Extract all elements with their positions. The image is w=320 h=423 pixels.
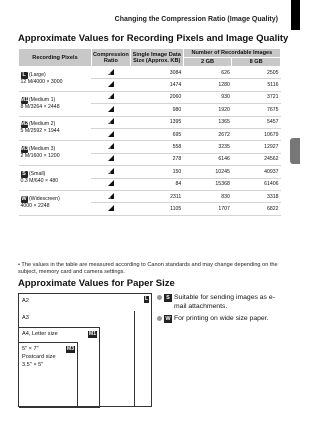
col-header-compression: Compression Ratio (92, 49, 131, 67)
large-icon: L (144, 296, 148, 302)
paper-box-postcard (19, 342, 78, 408)
table-row (19, 166, 281, 178)
paper-bullets (157, 293, 282, 326)
fine-icon (92, 153, 131, 165)
count-8gb-cell: 12927 (232, 141, 281, 153)
bullet-text-wide: For printing on wide size paper. (174, 315, 269, 322)
bullet-dot-icon (157, 295, 162, 300)
recording-pixels-cell (19, 116, 92, 141)
recording-pixels-cell (19, 67, 92, 92)
resolution-name: (Small) (28, 171, 46, 178)
resolution-name: (Medium 2) (28, 121, 56, 128)
superfine-icon (92, 141, 131, 153)
paper-size-diagram (18, 293, 152, 407)
count-8gb-cell: 24562 (232, 153, 281, 165)
resolution-icon: M2 (20, 121, 29, 128)
count-2gb-cell: 1707 (183, 203, 232, 215)
count-8gb-cell: 3721 (232, 91, 281, 103)
recording-pixels-cell (19, 190, 92, 215)
resolution-name: (Medium 3) (28, 146, 56, 153)
paper-label-postcard: Postcard size (22, 354, 56, 360)
table-row (19, 116, 281, 128)
col-header-2gb: 2 GB (183, 58, 232, 67)
count-2gb-cell: 6146 (183, 153, 232, 165)
col-header-pixels: Recording Pixels (19, 49, 92, 67)
superfine-icon (92, 67, 131, 79)
resolution-icon: M3 (20, 146, 29, 153)
recording-pixels-cell (19, 91, 92, 116)
medium1-icon: M1 (89, 331, 96, 337)
medium3-icon: M3 (67, 346, 74, 352)
resolution-size: 8 M/3264 × 2448 (20, 103, 60, 110)
count-8gb-cell: 10679 (232, 128, 281, 140)
chapter-side-tab (290, 138, 300, 164)
superfine-icon (92, 166, 131, 178)
single-size-cell: 2060 (130, 91, 183, 103)
count-8gb-cell: 7675 (232, 104, 281, 116)
resolution-name: (Widescreen) (28, 195, 60, 202)
count-8gb-cell: 5116 (232, 79, 281, 91)
count-2gb-cell: 3235 (183, 141, 232, 153)
resolution-icon: S (22, 171, 26, 178)
resolution-icon: W (21, 195, 27, 202)
single-size-cell: 2311 (130, 190, 183, 202)
count-2gb-cell: 930 (183, 91, 232, 103)
count-2gb-cell: 15368 (183, 178, 232, 190)
fine-icon (92, 178, 131, 190)
table-row (19, 190, 281, 202)
table-row (19, 67, 281, 79)
resolution-name: (Medium 1) (28, 96, 56, 103)
paper-label-5x7: 5" × 7" (22, 346, 39, 352)
single-size-cell: 695 (130, 128, 183, 140)
count-8gb-cell: 2505 (232, 67, 281, 79)
resolution-size: 5 M/2592 × 1944 (20, 128, 60, 135)
fine-icon (92, 203, 131, 215)
count-8gb-cell: 61406 (232, 178, 281, 190)
paper-label-a2: A2 (22, 298, 29, 304)
page-header-title: Changing the Compression Ratio (Image Quality) (114, 16, 278, 23)
table-note: • The values in the table are measured according to Canon standards and may change depending on the subject, memory card and camera settings. (18, 262, 278, 276)
col-header-number: Number of Recordable Images (183, 49, 280, 58)
bullet-dot-icon (157, 316, 162, 321)
count-2gb-cell: 626 (183, 67, 232, 79)
fine-icon (92, 104, 131, 116)
paper-label-a3: A3 (22, 315, 29, 321)
paper-label-a4: A4, Letter size (22, 331, 58, 337)
count-2gb-cell: 830 (183, 190, 232, 202)
single-size-cell: 84 (130, 178, 183, 190)
recording-pixels-cell (19, 141, 92, 166)
section-title-paper: Approximate Values for Paper Size (18, 278, 175, 289)
bullet-small (157, 293, 282, 311)
superfine-icon (92, 116, 131, 128)
table-row (19, 91, 281, 103)
count-8gb-cell: 3318 (232, 190, 281, 202)
section-title-recording: Approximate Values for Recording Pixels and Image Quality (18, 33, 289, 44)
paper-label-3x5: 3.5" × 5" (22, 362, 44, 368)
col-header-single-size: Single Image Data Size (Approx. KB) (130, 49, 183, 67)
small-icon: S (164, 294, 172, 302)
fine-icon (92, 128, 131, 140)
page-edge-tab (291, 0, 300, 30)
count-2gb-cell: 10245 (183, 166, 232, 178)
single-size-cell: 980 (130, 104, 183, 116)
fine-icon (92, 79, 131, 91)
count-2gb-cell: 1280 (183, 79, 232, 91)
count-8gb-cell: 5457 (232, 116, 281, 128)
resolution-icon: M1 (20, 96, 29, 103)
single-size-cell: 278 (130, 153, 183, 165)
superfine-icon (92, 190, 131, 202)
count-2gb-cell: 2672 (183, 128, 232, 140)
single-size-cell: 150 (130, 166, 183, 178)
resolution-icon: L (22, 71, 26, 78)
table-row (19, 141, 281, 153)
count-8gb-cell: 40937 (232, 166, 281, 178)
resolution-size: 0.3 M/640 × 480 (20, 178, 59, 185)
single-size-cell: 3084 (130, 67, 183, 79)
bullet-wide (157, 314, 282, 323)
count-8gb-cell: 6822 (232, 203, 281, 215)
single-size-cell: 1105 (130, 203, 183, 215)
resolution-size: 2 M/1600 × 1200 (20, 153, 60, 160)
count-2gb-cell: 1920 (183, 104, 232, 116)
single-size-cell: 1474 (130, 79, 183, 91)
superfine-icon (92, 91, 131, 103)
widescreen-icon: W (165, 316, 171, 322)
count-2gb-cell: 1365 (183, 116, 232, 128)
resolution-name: (Large) (28, 71, 46, 78)
bullet-text-small: Suitable for sending images as e-mail attachments. (174, 294, 275, 310)
single-size-cell: 1395 (130, 116, 183, 128)
single-size-cell: 558 (130, 141, 183, 153)
recording-table (18, 48, 281, 216)
col-header-8gb: 8 GB (232, 58, 281, 67)
recording-pixels-cell (19, 166, 92, 191)
resolution-size: 4000 × 2248 (20, 202, 50, 209)
resolution-size: 12 M/4000 × 3000 (20, 78, 63, 85)
